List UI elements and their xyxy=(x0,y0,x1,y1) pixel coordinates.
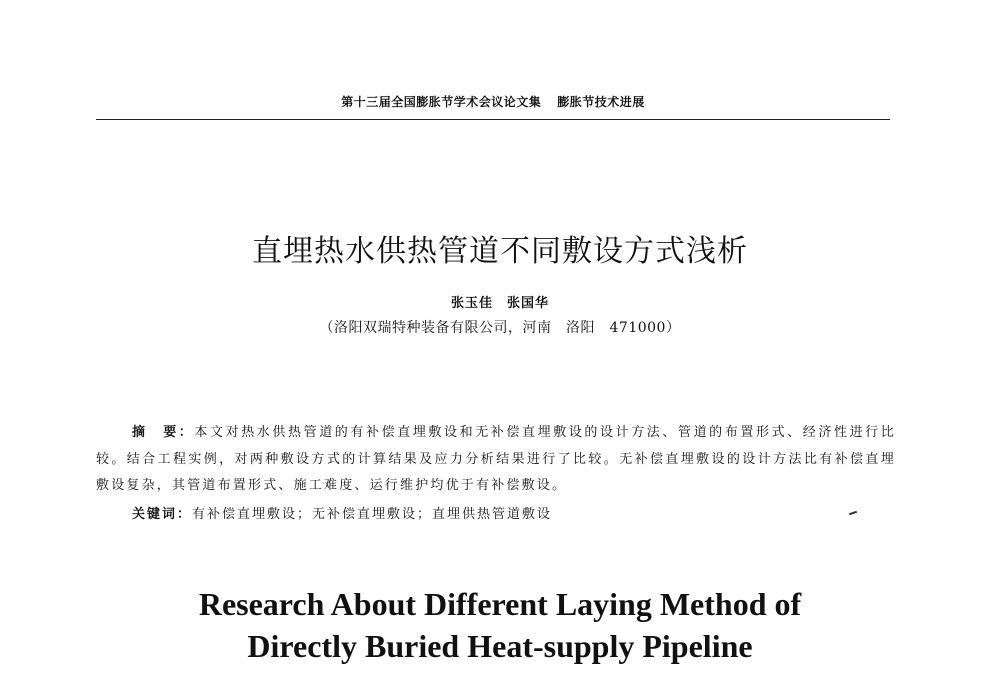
keywords xyxy=(132,503,892,522)
english-title-line: Directly Buried Heat-supply Pipeline xyxy=(247,628,753,664)
author-affiliation: （洛阳双瑞特种装备有限公司，河南 洛阳 471000） xyxy=(319,320,681,336)
paper-title: 直埋热水供热管道不同敷设方式浅析 xyxy=(252,234,748,269)
author-list xyxy=(0,292,1000,311)
english-title xyxy=(0,583,1000,667)
keywords-text: 有补偿直埋敷设；无补偿直埋敷设；直埋供热管道敷设 xyxy=(192,507,553,522)
english-title-line: Research About Different Laying Method of xyxy=(198,586,802,622)
author-name: 张玉佳 xyxy=(450,296,493,311)
abstract-text: 本文对热水供热管道的有补偿直埋敷设和无补偿直埋敷设的设计方法、管道的布置形式、经济性进行比较。结合工程实例，对两种敷设方式的计算结果及应力分析结果进行了比较。无补偿直埋敷设的设计方法比有补偿直埋敷设复杂，其管道布置形式、施工难度、运行维护均优于有补偿敷设。 xyxy=(96,425,896,493)
author-name: 张国华 xyxy=(507,296,550,311)
proceedings-name: 第十三届全国膨胀节学术会议论文集 xyxy=(341,95,542,109)
header-rule xyxy=(96,119,890,120)
running-header xyxy=(96,93,890,110)
abstract xyxy=(96,420,896,500)
series-name: 膨胀节技术进展 xyxy=(557,95,645,109)
keywords-label: 关键词： xyxy=(132,507,193,522)
abstract-label: 摘 要： xyxy=(132,425,195,440)
